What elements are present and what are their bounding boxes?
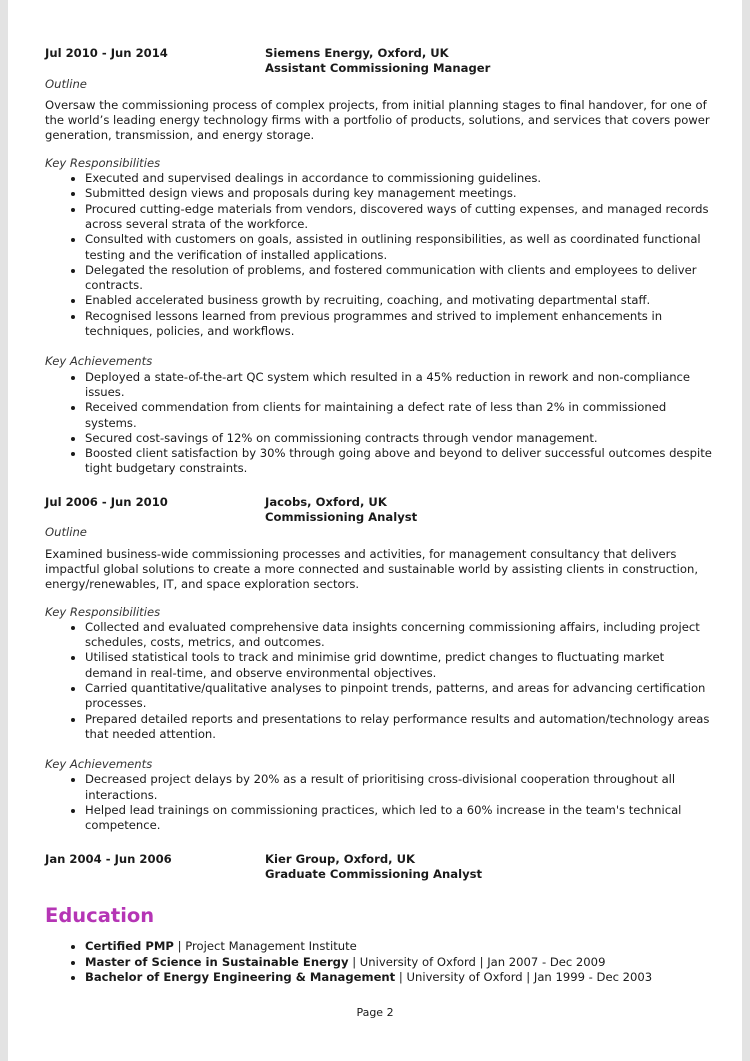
- achievements-label: Key Achievements: [45, 354, 153, 369]
- achievements-list: [45, 370, 712, 477]
- education-item: [85, 955, 712, 970]
- achievements-list: [45, 772, 712, 833]
- list-item: • Secured cost-savings of 12% on commissioning contracts through vendor management.: [85, 431, 712, 446]
- job-header: [45, 852, 712, 883]
- outline-text: Oversaw the commissioning process of complex projects, from initial planning stages to final handover, for one of the world’s leading energy technology firms with a portfolio of products, solutions, and services that covers power generation, transmission, and energy storage.: [45, 97, 710, 143]
- qualification-name: Bachelor of Energy Engineering & Management: [85, 969, 396, 984]
- education-heading: Education: [45, 904, 155, 928]
- responsibilities-label: Key Responsibilities: [45, 155, 161, 170]
- achievements-label: Key Achievements: [45, 757, 153, 772]
- job-dates: Jul 2006 - Jun 2010: [45, 494, 168, 509]
- job-employer: Siemens Energy, Oxford, UK: [265, 46, 449, 60]
- education-item: [85, 939, 712, 954]
- outline-label: Outline: [45, 525, 87, 540]
- job-title: Commissioning Analyst: [265, 510, 418, 525]
- qualification-details: | University of Oxford | Jan 1999 - Dec 2003: [395, 969, 653, 984]
- list-item: • Utilised statistical tools to track and minimise grid downtime, predict changes to fluctuating market demand in real-time, and observe environmental objectives.: [85, 650, 712, 681]
- list-item: • Deployed a state-of-the-art QC system which resulted in a 45% reduction in rework and non-compliance issues.: [85, 370, 712, 401]
- list-item: • Carried quantitative/qualitative analyses to pinpoint trends, patterns, and areas for advancing certification processes.: [85, 681, 712, 712]
- responsibilities-list: [45, 620, 712, 742]
- qualification-details: | Project Management Institute: [173, 939, 357, 954]
- job-title: Graduate Commissioning Analyst: [265, 866, 483, 881]
- list-item: • Enabled accelerated business growth by recruiting, coaching, and motivating departmental staff.: [85, 293, 712, 308]
- list-item: • Boosted client satisfaction by 30% through going above and beyond to deliver successful outcomes despite tight budgetary constraints.: [85, 446, 712, 477]
- job-entry: [45, 852, 712, 883]
- list-item: • Recognised lessons learned from previous programmes and strived to implement enhancements in techniques, policies, and workflows.: [85, 309, 712, 340]
- page-content: [45, 46, 712, 985]
- page-number: Page 2: [356, 1006, 394, 1019]
- list-item: • Consulted with customers on goals, assisted in outlining responsibilities, as well as coordinated functional testing and the verification of installed applications.: [85, 232, 712, 263]
- education-item: [85, 970, 712, 985]
- list-item: • Submitted design views and proposals during key management meetings.: [85, 186, 712, 201]
- job-dates: Jan 2004 - Jun 2006: [45, 851, 172, 866]
- list-item: • Procured cutting-edge materials from vendors, discovered ways of cutting expenses, and managed records across several strata of the workforce.: [85, 202, 712, 233]
- outline-text: Examined business-wide commissioning processes and activities, for management consultancy that delivers impactful global solutions to create a more connected and sustainable world by assisting clients in construction, energy/renewables, IT, and space exploration sectors.: [45, 546, 699, 592]
- qualification-name: Master of Science in Sustainable Energy: [85, 954, 349, 969]
- qualification-name: Certified PMP: [85, 939, 174, 954]
- responsibilities-list: [45, 171, 712, 339]
- responsibilities-label: Key Responsibilities: [45, 604, 161, 619]
- list-item: • Collected and evaluated comprehensive data insights concerning commissioning affairs, including project schedules, costs, metrics, and outcomes.: [85, 620, 712, 651]
- list-item: • Received commendation from clients for maintaining a defect rate of less than 2% in commissioned systems.: [85, 400, 712, 431]
- job-header: [45, 495, 712, 526]
- job-header: [45, 46, 712, 77]
- resume-page: [8, 0, 742, 1061]
- job-title: Assistant Commissioning Manager: [265, 61, 491, 76]
- job-entry: [45, 46, 712, 477]
- list-item: • Delegated the resolution of problems, and fostered communication with clients and employees to deliver contracts.: [85, 263, 712, 294]
- education-list: [45, 939, 712, 985]
- job-employer: Kier Group, Oxford, UK: [265, 851, 415, 866]
- list-item: • Decreased project delays by 20% as a result of prioritising cross-divisional cooperation throughout all interactions.: [85, 772, 712, 803]
- job-dates: Jul 2010 - Jun 2014: [45, 46, 168, 60]
- list-item: • Helped lead trainings on commissioning practices, which led to a 60% increase in the team's technical competence.: [85, 803, 712, 834]
- list-item: • Executed and supervised dealings in accordance to commissioning guidelines.: [85, 171, 712, 186]
- job-employer: Jacobs, Oxford, UK: [265, 494, 387, 509]
- list-item: • Prepared detailed reports and presentations to relay performance results and automation/technology areas that needed attention.: [85, 712, 712, 743]
- job-entry: [45, 495, 712, 834]
- qualification-details: | University of Oxford | Jan 2007 - Dec 2009: [348, 954, 606, 969]
- outline-label: Outline: [45, 76, 87, 91]
